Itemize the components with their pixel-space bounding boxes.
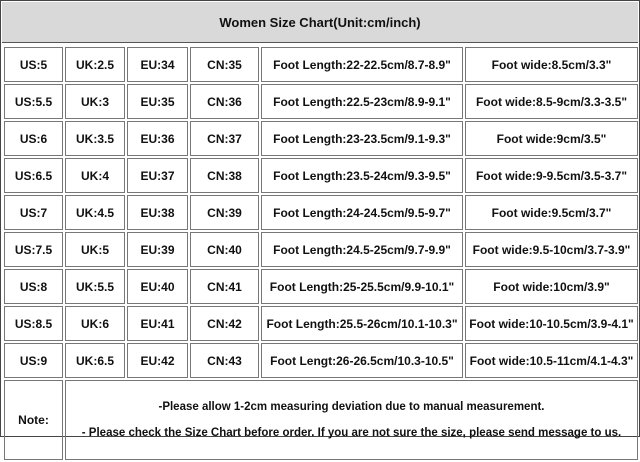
table-row: [4, 158, 638, 193]
us-size-cell: US:9: [4, 343, 63, 378]
cn-size-cell: CN:37: [190, 121, 259, 156]
foot-length-cell: Foot Length:25-25.5cm/9.9-10.1": [261, 269, 463, 304]
size-table: [2, 45, 640, 462]
foot-length-cell: Foot Length:25.5-26cm/10.1-10.3": [261, 306, 463, 341]
chart-title: Women Size Chart(Unit:cm/inch): [2, 2, 638, 43]
us-size-cell: US:6.5: [4, 158, 63, 193]
eu-size-cell: EU:40: [127, 269, 188, 304]
us-size-cell: US:8.5: [4, 306, 63, 341]
foot-length-cell: Foot Length:24.5-25cm/9.7-9.9": [261, 232, 463, 267]
eu-size-cell: EU:42: [127, 343, 188, 378]
eu-size-cell: EU:39: [127, 232, 188, 267]
uk-size-cell: UK:6.5: [65, 343, 125, 378]
uk-size-cell: UK:6: [65, 306, 125, 341]
foot-wide-cell: Foot wide:9-9.5cm/3.5-3.7": [465, 158, 638, 193]
foot-wide-cell: Foot wide:8.5-9cm/3.3-3.5": [465, 84, 638, 119]
cn-size-cell: CN:43: [190, 343, 259, 378]
foot-length-cell: Foot Length:22.5-23cm/8.9-9.1": [261, 84, 463, 119]
note-row: [4, 380, 638, 460]
foot-wide-cell: Foot wide:9cm/3.5": [465, 121, 638, 156]
us-size-cell: US:7: [4, 195, 63, 230]
cn-size-cell: CN:39: [190, 195, 259, 230]
uk-size-cell: UK:5: [65, 232, 125, 267]
uk-size-cell: UK:4: [65, 158, 125, 193]
table-row: [4, 306, 638, 341]
table-row: [4, 269, 638, 304]
foot-length-cell: Foot Length:24-24.5cm/9.5-9.7": [261, 195, 463, 230]
us-size-cell: US:8: [4, 269, 63, 304]
foot-length-cell: Foot Length:23.5-24cm/9.3-9.5": [261, 158, 463, 193]
eu-size-cell: EU:41: [127, 306, 188, 341]
cn-size-cell: CN:35: [190, 47, 259, 82]
eu-size-cell: EU:38: [127, 195, 188, 230]
uk-size-cell: UK:2.5: [65, 47, 125, 82]
foot-length-cell: Foot Lengt:26-26.5cm/10.3-10.5": [261, 343, 463, 378]
size-rows: [4, 47, 638, 378]
table-row: [4, 47, 638, 82]
table-row: [4, 232, 638, 267]
eu-size-cell: EU:35: [127, 84, 188, 119]
cn-size-cell: CN:40: [190, 232, 259, 267]
foot-wide-cell: Foot wide:9.5cm/3.7": [465, 195, 638, 230]
us-size-cell: US:5: [4, 47, 63, 82]
foot-wide-cell: Foot wide:10.5-11cm/4.1-4.3": [465, 343, 638, 378]
foot-length-cell: Foot Length:23-23.5cm/9.1-9.3": [261, 121, 463, 156]
uk-size-cell: UK:3.5: [65, 121, 125, 156]
uk-size-cell: UK:5.5: [65, 269, 125, 304]
uk-size-cell: UK:4.5: [65, 195, 125, 230]
table-row: [4, 343, 638, 378]
note-line-2: - Please check the Size Chart before order. If you are not sure the size, please send message to us.: [81, 427, 622, 439]
cn-size-cell: CN:41: [190, 269, 259, 304]
eu-size-cell: EU:36: [127, 121, 188, 156]
note-line-1: -Please allow 1-2cm measuring deviation due to manual measurement.: [158, 401, 545, 413]
us-size-cell: US:6: [4, 121, 63, 156]
table-row: [4, 195, 638, 230]
uk-size-cell: UK:3: [65, 84, 125, 119]
foot-length-cell: Foot Length:22-22.5cm/8.7-8.9": [261, 47, 463, 82]
cn-size-cell: CN:36: [190, 84, 259, 119]
us-size-cell: US:5.5: [4, 84, 63, 119]
table-row: [4, 121, 638, 156]
foot-wide-cell: Foot wide:8.5cm/3.3": [465, 47, 638, 82]
table-row: [4, 84, 638, 119]
eu-size-cell: EU:37: [127, 158, 188, 193]
cn-size-cell: CN:42: [190, 306, 259, 341]
foot-wide-cell: Foot wide:9.5-10cm/3.7-3.9": [465, 232, 638, 267]
eu-size-cell: EU:34: [127, 47, 188, 82]
note-label: Note:: [4, 380, 63, 460]
foot-wide-cell: Foot wide:10-10.5cm/3.9-4.1": [465, 306, 638, 341]
foot-wide-cell: Foot wide:10cm/3.9": [465, 269, 638, 304]
us-size-cell: US:7.5: [4, 232, 63, 267]
cn-size-cell: CN:38: [190, 158, 259, 193]
note-text: [65, 380, 638, 460]
